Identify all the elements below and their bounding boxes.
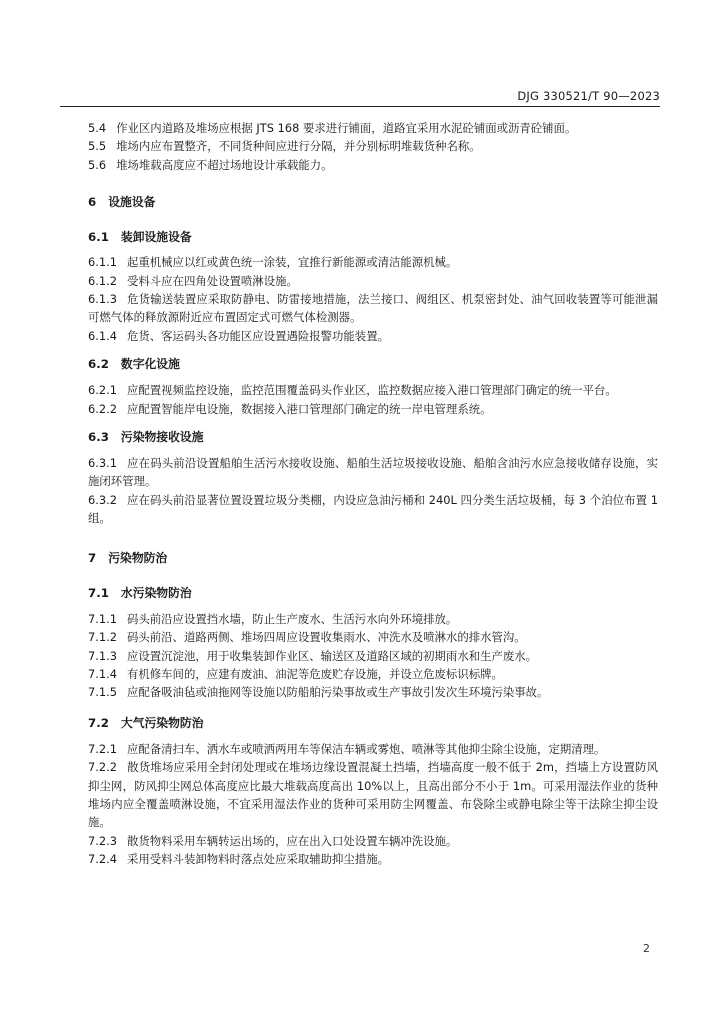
clause-7-2-2 [88, 758, 658, 832]
clause-5-5 [88, 137, 658, 155]
subsection-title: 装卸设施设备 [120, 230, 192, 245]
subsection-number: 7.2 [88, 715, 109, 730]
clause-text: 应在码头前沿显著位置设置垃圾分类棚，内设应急油污桶和 240L 四分类生活垃圾桶，每 3 个泊位布置 1 组。 [88, 492, 658, 526]
clause-5-4 [88, 119, 658, 137]
clause-7-2-3 [88, 832, 658, 850]
clause-6-1-4 [88, 327, 658, 345]
subsection-title: 水污染物防治 [120, 585, 192, 600]
clause-number: 7.1.5 [88, 685, 117, 700]
clause-number: 7.2.1 [88, 741, 117, 756]
clause-number: 7.1.2 [88, 630, 117, 645]
clause-text: 散货物料采用车辆转运出场的，应在出入口处设置车辆冲洗设施。 [126, 833, 458, 848]
clause-number: 5.5 [88, 139, 107, 154]
clause-6-1-1 [88, 253, 658, 271]
clause-6-2-2 [88, 400, 658, 418]
subsection-number: 7.1 [88, 585, 109, 600]
clause-6-3-2 [88, 491, 658, 528]
clause-text: 危货、客运码头各功能区应设置遇险报警功能装置。 [126, 328, 389, 343]
running-header: DJG 330521/T 90—2023 [517, 89, 660, 103]
subsection-heading-6-1 [88, 228, 658, 246]
clause-number: 6.1.2 [88, 273, 117, 288]
clause-text: 码头前沿应设置挡水墙，防止生产废水、生活污水向外环境排放。 [126, 611, 458, 626]
section-number: 7 [88, 550, 97, 565]
clause-7-2-1 [88, 740, 658, 758]
clause-6-1-3 [88, 290, 658, 327]
clause-text: 危货输送装置应采取防静电、防雷接地措施，法兰接口、阀组区、机泵密封处、油气回收装置等可能泄漏可燃气体的释放源附近应布置固定式可燃气体检测器。 [88, 292, 658, 325]
clause-number: 7.1.3 [88, 648, 117, 663]
clause-number: 7.2.3 [88, 833, 117, 848]
clause-number: 6.1.1 [88, 255, 117, 270]
clause-text: 应设置沉淀池，用于收集装卸作业区、输送区及道路区域的初期雨水和生产废水。 [126, 648, 538, 663]
clause-number: 7.1.1 [88, 611, 117, 626]
clause-text: 应配置智能岸电设施，数据接入港口管理部门确定的统一岸电管理系统。 [126, 401, 492, 416]
section-title: 污染物防治 [108, 550, 168, 565]
subsection-heading-6-3 [88, 428, 658, 446]
clause-text: 散货堆场应采用全封闭处理或在堆场边缘设置混凝土挡墙，挡墙高度一般不低于 2m，挡墙上方设置防风抑尘网，防风抑尘网总体高度应比最大堆载高度高出 10%以上，且高出部分不小于 1m。可采用湿法作业的货种堆场内应全覆盖喷淋设施，不宜采用湿法作业的货种可采用防尘网覆盖、布袋除尘或静电除尘等干法除尘抑尘设施。 [88, 760, 658, 830]
section-heading-7 [88, 549, 658, 567]
clause-number: 6.2.2 [88, 401, 117, 416]
document-body [88, 119, 658, 869]
clause-text: 码头前沿、道路两侧、堆场四周应设置收集雨水、冲洗水及喷淋水的排水管沟。 [126, 630, 526, 645]
clause-7-1-2 [88, 628, 658, 646]
subsection-title: 大气污染物防治 [120, 715, 204, 730]
clause-number: 7.2.2 [88, 760, 117, 775]
subsection-number: 6.3 [88, 430, 109, 445]
clause-7-1-3 [88, 647, 658, 665]
section-heading-6 [88, 193, 658, 211]
clause-text: 应配备吸油毡或油拖网等设施以防船舶污染事故或生产事故引发次生环境污染事故。 [126, 685, 549, 700]
subsection-title: 污染物接收设施 [120, 430, 204, 445]
clause-text: 应配备清扫车、洒水车或喷洒两用车等保洁车辆或雾炮、喷淋等其他抑尘除尘设施，定期清理。 [126, 741, 606, 756]
clause-number: 6.3.1 [88, 456, 117, 471]
clause-number: 6.3.2 [88, 492, 117, 507]
clause-text: 作业区内道路及堆场应根据 JTS 168 要求进行铺面，道路宜采用水泥砼铺面或沥青砼铺面。 [116, 121, 577, 135]
subsection-number: 6.1 [88, 230, 109, 245]
clause-text: 起重机械应以红或黄色统一涂装，宜推行新能源或清洁能源机械。 [126, 255, 458, 270]
clause-text: 应配置视频监控设施，监控范围覆盖码头作业区，监控数据应接入港口管理部门确定的统一平台。 [126, 383, 617, 398]
page-number: 2 [643, 942, 650, 955]
section-title: 设施设备 [108, 195, 156, 210]
clause-7-1-4 [88, 665, 658, 683]
clause-text: 堆场堆载高度应不超过场地设计承载能力。 [116, 157, 333, 172]
clause-7-1-1 [88, 610, 658, 628]
clause-number: 7.2.4 [88, 852, 117, 867]
clause-7-2-4 [88, 850, 658, 868]
clause-7-1-5 [88, 683, 658, 701]
clause-number: 6.1.3 [88, 292, 117, 307]
clause-text: 有机修车间的，应建有废油、油泥等危废贮存设施，并设立危废标识标牌。 [126, 666, 503, 681]
clause-number: 5.6 [88, 157, 107, 172]
subsection-heading-7-1 [88, 584, 658, 602]
section-number: 6 [88, 195, 97, 210]
clause-text: 受料斗应在四角处设置喷淋设施。 [126, 273, 298, 288]
header-rule [60, 106, 660, 107]
clause-number: 6.2.1 [88, 383, 117, 398]
clause-text: 堆场内应布置整齐，不同货种间应进行分隔，并分别标明堆载货种名称。 [116, 139, 481, 154]
clause-number: 5.4 [88, 121, 107, 135]
subsection-number: 6.2 [88, 357, 109, 372]
clause-number: 6.1.4 [88, 328, 117, 343]
subsection-heading-7-2 [88, 714, 658, 732]
clause-text: 应在码头前沿设置船舶生活污水接收设施、船舶生活垃圾接收设施、船舶含油污水应急接收储存设施，实施闭环管理。 [88, 456, 658, 489]
clause-6-1-2 [88, 272, 658, 290]
clause-text: 采用受料斗装卸物料时落点处应采取辅助抑尘措施。 [126, 852, 389, 867]
subsection-heading-6-2 [88, 355, 658, 373]
clause-5-6 [88, 156, 658, 174]
clause-6-2-1 [88, 381, 658, 399]
subsection-title: 数字化设施 [120, 357, 180, 372]
clause-6-3-1 [88, 454, 658, 491]
clause-number: 7.1.4 [88, 666, 117, 681]
